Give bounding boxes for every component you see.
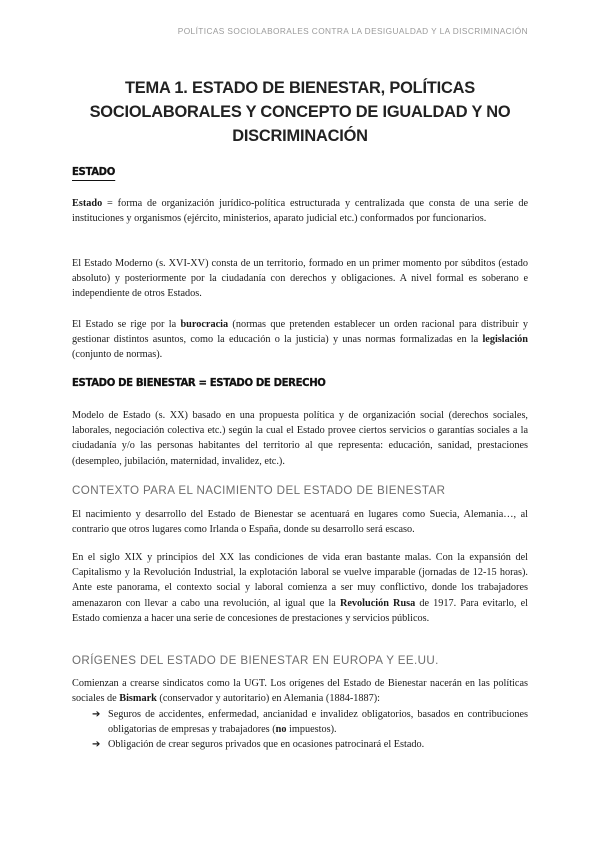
paragraph-text: El Estado se rige por la <box>72 319 181 330</box>
paragraph-text: (conservador y autoritario) en Alemania (1884-1887): <box>156 693 380 705</box>
paragraph-text: = forma de organización jurídico-política estructurada y centralizada que consta de una serie de instituciones y organismos (ejército, ministerios, aparato judicial etc.) conformados por funcionarios. <box>72 198 528 225</box>
bold-term: no <box>275 724 287 736</box>
section-heading-bienestar: ESTADO DE BIENESTAR = ESTADO DE DERECHO <box>72 376 326 389</box>
list-item <box>72 707 528 737</box>
bullet-list-bismark <box>72 707 528 753</box>
paragraph-text: (conjunto de normas). <box>72 349 163 361</box>
paragraph-estado-definition <box>72 196 528 226</box>
bold-term: Estado <box>72 198 103 209</box>
list-item-text: Obligación de crear seguros privados que en ocasiones patrocinará el Estado. <box>108 739 425 751</box>
subsection-heading-origenes: ORÍGENES DEL ESTADO DE BIENESTAR EN EUROPA Y EE.UU. <box>72 654 439 667</box>
paragraph-text: (normas que pretenden establecer un orden racional para distribuir y gestionar distintos asuntos, como la educación o la justicia) y unas normas formalizadas en la <box>72 319 528 346</box>
paragraph-contexto-nacimiento: El nacimiento y desarrollo del Estado de Bienestar se acentuará en lugares como Suecia, Alemania…, al contrario que otros lugares como Irlanda o España, donde su desarrollo será escaso. <box>72 509 528 536</box>
list-item-text: impuestos). <box>286 724 337 736</box>
running-header: POLÍTICAS SOCIOLABORALES CONTRA LA DESIGUALDAD Y LA DISCRIMINACIÓN <box>177 26 528 36</box>
section-heading-estado: ESTADO <box>72 165 115 181</box>
paragraph-bienestar-modelo: Modelo de Estado (s. XX) basado en una propuesta política y de organización social (derechos sociales, laborales, negociación colectiva etc.) según la cual el Estado provee ciertos servicios o garantías sociales a la ciudadanía y/o las personas habitantes del territorio al que representa: educación, sanidad, prestaciones (desempleo, jubilación, maternidad, invalidez, etc.). <box>72 410 528 467</box>
list-item-text: Seguros de accidentes, enfermedad, ancianidad e invalidez obligatorios, basados en contribuciones obligatorias de empresas y trabajadores ( <box>108 709 528 736</box>
page-title: TEMA 1. ESTADO DE BIENESTAR, POLÍTICAS SOCIOLABORALES Y CONCEPTO DE IGUALDAD Y NO DISCRIMINACIÓN <box>89 79 511 145</box>
paragraph-text: de 1917. Para evitarlo, el Estado comienza a hacer una serie de concesiones de prestaciones y servicios públicos. <box>72 597 528 624</box>
bold-term: Bismark <box>119 693 157 705</box>
paragraph-contexto-siglo-xix <box>72 550 528 626</box>
paragraph-text: Comienzan a crearse sindicatos como la UGT. Los orígenes del Estado de Bienestar nacerán en las políticas sociales de <box>72 678 528 705</box>
bold-term: legislación <box>482 334 528 346</box>
bold-term: burocracia <box>180 319 229 330</box>
arrow-right-icon: ➔ <box>92 739 101 751</box>
paragraph-estado-burocracia <box>72 317 528 363</box>
paragraph-text: En el siglo XIX y principios del XX las condiciones de vida eran bastante malas. Con la expansión del Capitalismo y la Revolución Industrial, la explotación laboral se vuelve imparable (jornadas de 12-15 horas). Ante este panorama, el contexto social y laboral comienza a ser muy conflictivo, donde los trabajadores amenazaron con llevar a cabo una revolución, al igual que la <box>72 552 528 609</box>
arrow-right-icon: ➔ <box>92 709 101 720</box>
subsection-heading-contexto: CONTEXTO PARA EL NACIMIENTO DEL ESTADO DE BIENESTAR <box>72 484 446 497</box>
paragraph-estado-moderno: El Estado Moderno (s. XVI-XV) consta de un territorio, formado en un primer momento por súbditos (estado absoluto) y posteriormente por la ciudadanía con derechos y obligaciones. A nivel formal es soberano e independiente de otros Estados. <box>72 258 528 300</box>
list-item <box>72 737 528 752</box>
paragraph-origenes-sindicatos <box>72 676 528 706</box>
bold-term: Revolución Rusa <box>339 597 416 609</box>
